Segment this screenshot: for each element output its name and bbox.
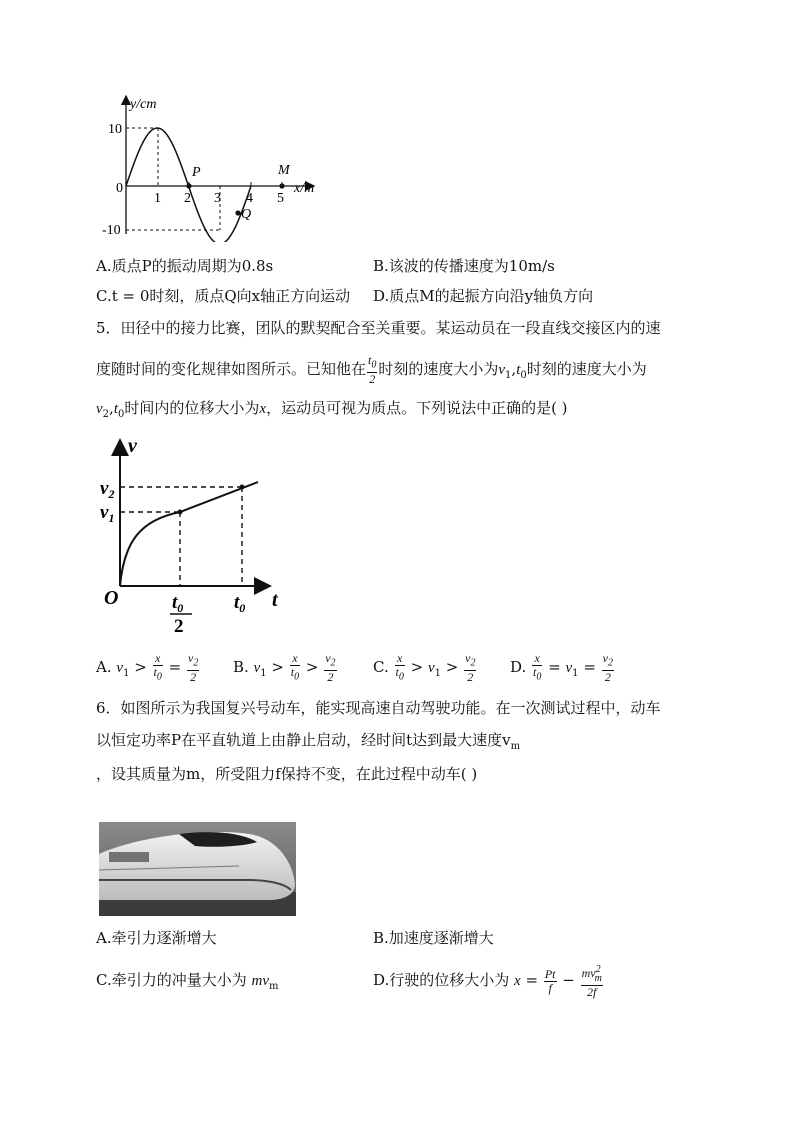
vt-graph xyxy=(96,432,296,642)
vt-origin: O xyxy=(104,587,119,609)
q5-line-3: $v_2,t_0$时间内的位移大小为x，运动员可视为质点。下列说法中正确的是( ) xyxy=(96,399,568,420)
vt-t-half-den: 2 xyxy=(174,616,184,637)
label-p: P xyxy=(192,165,201,180)
point-q xyxy=(235,210,240,215)
q4-option-c: C.t = 0时刻，质点Q向x轴正方向运动 xyxy=(96,287,351,305)
q4-option-b: B.该波的传播速度为10m/s xyxy=(373,257,555,275)
q5-option-a: A. $v_1$ > $\frac{x}{t_0}$ = $\frac{v_2}{2}$ xyxy=(96,651,199,684)
point-p xyxy=(186,183,191,188)
q6-option-b: B.加速度逐渐增大 xyxy=(373,929,494,947)
vt-v2-label: $v_2$ xyxy=(100,478,115,501)
x-tick-2: 2 xyxy=(184,191,191,206)
x-tick-4: 4 xyxy=(246,191,253,206)
label-q: Q xyxy=(241,207,252,222)
q5-option-c: C. $\frac{x}{t_0}$ > $v_1$ > $\frac{v_2}{2}$ xyxy=(373,651,476,684)
vt-y-label: v xyxy=(128,435,137,457)
vt-v1-label: $v_1$ xyxy=(100,502,115,525)
label-m: M xyxy=(278,163,290,178)
vt-curve xyxy=(120,482,258,586)
wave-x-label: x/m xyxy=(294,181,315,196)
q6-line-1: 6．如图所示为我国复兴号动车，能实现高速自动驾驶功能。在一次测试过程中，动车 xyxy=(96,699,661,717)
q4-option-a: A.质点P的振动周期为0.8s xyxy=(96,257,274,275)
q5-line-2: 度随时间的变化规律如图所示。已知他在 $\frac{t_0}{2}$ 时刻的速度大小为$v_1,t_0$时刻的速度大小为 xyxy=(96,353,647,386)
x-tick-3: 3 xyxy=(214,191,221,206)
wave-y-label: y/cm xyxy=(130,97,157,112)
q4-option-d: D.质点M的起振方向沿y轴负方向 xyxy=(373,287,594,305)
q5-line-1: 5．田径中的接力比赛，团队的默契配合至关重要。某运动员在一段直线交接区内的速 xyxy=(96,319,661,337)
high-speed-train-photo xyxy=(99,822,296,916)
q6-option-d: D.行驶的位移大小为 x = $\frac{Pt}{f}$ − $\frac{mv^2_m}{2f}$ xyxy=(373,964,602,999)
x-tick-5: 5 xyxy=(277,191,284,206)
point-m xyxy=(279,183,284,188)
vt-x-label: t xyxy=(272,589,278,611)
q6-option-c: C.牵引力的冲量大小为 $mv_m$ xyxy=(96,971,279,992)
x-tick-0: 0 xyxy=(116,181,123,196)
q5-option-d: D. $\frac{x}{t_0}$ = $v_1$ = $\frac{v_2}{2}$ xyxy=(510,651,613,684)
q6-option-a: A.牵引力逐渐增大 xyxy=(96,929,217,947)
vt-t-half-num: $t_0$ xyxy=(172,592,184,615)
y-tick-neg10: -10 xyxy=(102,223,121,238)
y-tick-10: 10 xyxy=(108,122,122,137)
wave-graph xyxy=(100,92,330,242)
q5-option-b: B. $v_1$ > $\frac{x}{t_0}$ > $\frac{v_2}{2}$ xyxy=(233,651,336,684)
frac-t0-over-2: $\frac{t_0}{2}$ xyxy=(368,353,377,386)
q6-line-3: ，设其质量为m，所受阻力f保持不变，在此过程中动车( ) xyxy=(96,765,478,783)
q6-line-2: 以恒定功率P在平直轨道上由静止启动，经时间t达到最大速度$v_m$ xyxy=(96,731,521,752)
x-tick-1: 1 xyxy=(154,191,161,206)
vt-t0-label: $t_0$ xyxy=(234,592,246,615)
